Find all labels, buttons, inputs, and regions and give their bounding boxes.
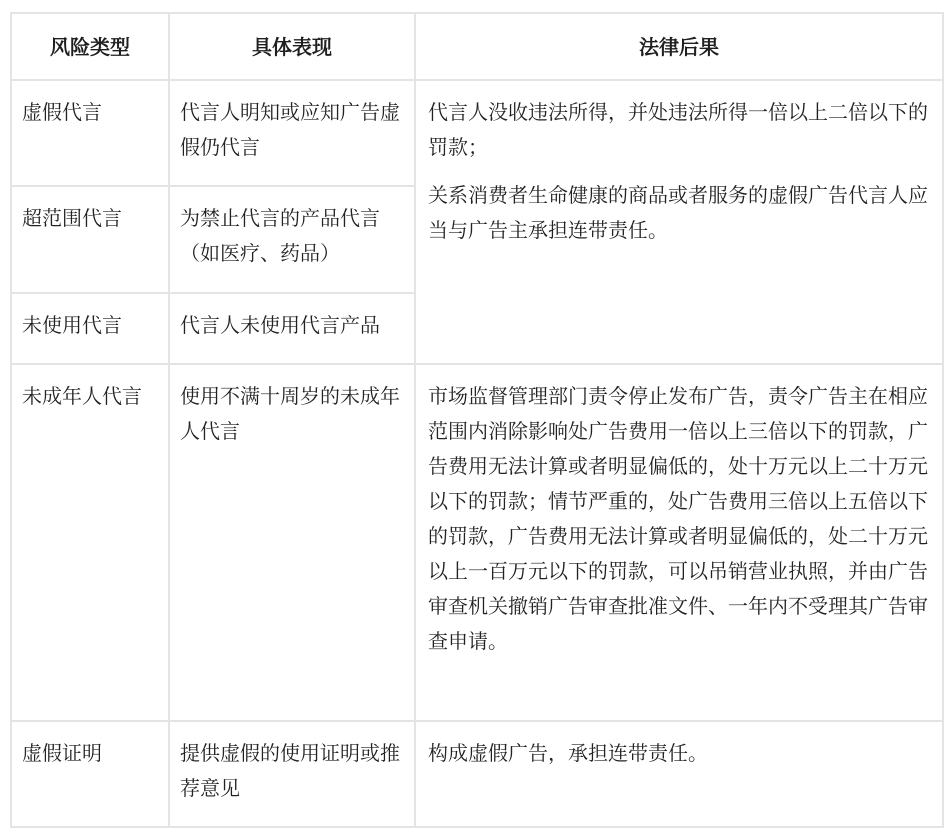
- detail-cell: 提供虚假的使用证明或推荐意见: [169, 721, 415, 827]
- risk-type-cell: 未使用代言: [11, 293, 169, 364]
- risk-type-cell: 超范围代言: [11, 186, 169, 293]
- consequence-paragraph: 关系消费者生命健康的商品或者服务的虚假广告代言人应当与广告主承担连带责任。: [428, 183, 928, 242]
- table-row: [11, 364, 943, 721]
- detail-cell: 为禁止代言的产品代言（如医疗、药品）: [169, 186, 415, 293]
- detail-cell: 代言人未使用代言产品: [169, 293, 415, 364]
- table-header-row: [11, 13, 943, 80]
- risk-type-cell: 虚假证明: [11, 721, 169, 827]
- risk-table-container: [10, 12, 944, 828]
- consequence-paragraph: 代言人没收违法所得，并处违法所得一倍以上二倍以下的罚款；: [428, 100, 928, 159]
- table-row: [11, 721, 943, 827]
- consequence-cell: 构成虚假广告，承担连带责任。: [415, 721, 943, 827]
- detail-cell: 使用不满十周岁的未成年人代言: [169, 364, 415, 721]
- header-detail: 具体表现: [169, 13, 415, 80]
- table-row: [11, 80, 943, 186]
- detail-cell: 代言人明知或应知广告虚假仍代言: [169, 80, 415, 186]
- risk-type-cell: 未成年人代言: [11, 364, 169, 721]
- header-legal-consequence: 法律后果: [415, 13, 943, 80]
- consequence-cell: [415, 80, 943, 364]
- risk-table: [10, 12, 944, 828]
- risk-type-cell: 虚假代言: [11, 80, 169, 186]
- consequence-cell: 市场监督管理部门责令停止发布广告，责令广告主在相应范围内消除影响处广告费用一倍以上三倍以下的罚款，广告费用无法计算或者明显偏低的，处十万元以上二十万元以下的罚款；情节严重的，处广告费用三倍以上五倍以下的罚款，广告费用无法计算或者明显偏低的，处二十万元以上一百万元以下的罚款，可以吊销营业执照，并由广告审查机关撤销广告审查批准文件、一年内不受理其广告审查申请。: [415, 364, 943, 721]
- header-risk-type: 风险类型: [11, 13, 169, 80]
